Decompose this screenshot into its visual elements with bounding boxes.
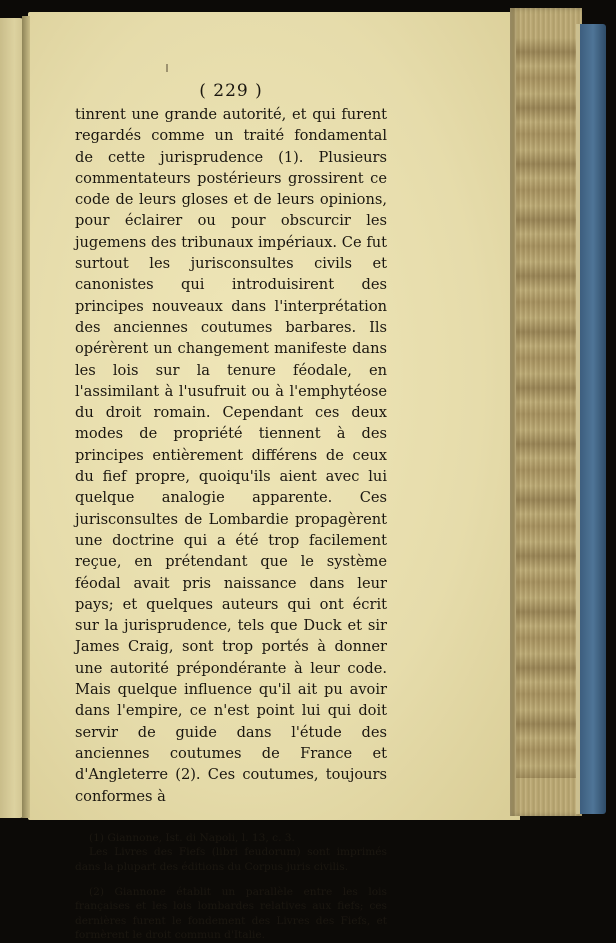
ink-mark (166, 64, 168, 72)
text-block (75, 80, 387, 943)
footnote-gap (75, 875, 387, 885)
footnote-separator (75, 807, 387, 831)
book-cover (580, 24, 606, 814)
previous-page-edge (0, 18, 24, 818)
footnote-1-continued: Les Livres des Fiefs (libri feudorum) sont imprimés dans la plupart des éditions du Corpus juris civilis. (75, 846, 387, 873)
page-number: ( 229 ) (199, 81, 263, 101)
page-gutter (22, 16, 30, 818)
main-paragraph: tinrent une grande autorité, et qui furent regardés comme un traité fondamental de cette jurisprudence (1). Plusieurs commentateurs postérieurs grossirent ce code de leurs gloses et de leurs opinions, pour éclairer ou pour obscurcir les jugemens des tribunaux impériaux. Ce fut surtout les jurisconsultes civils et canonistes qui introduisirent des principes nouveaux dans l'interprétation des anciennes coutumes barbares. Ils opérèrent un changement manifeste dans les lois sur la tenure féodale, en l'assimilant à l'usufruit ou à l'emphytéose du droit romain. Cependant ces deux modes de propriété tiennent à des principes entièrement différens de ceux du fief propre, quoiqu'ils aient avec lui quelque analogie apparente. Ces jurisconsultes de Lombardie propagèrent une doctrine qui a été trop facilement reçue, en prétendant que le système féodal avait pris naissance dans leur pays; et quelques auteurs qui ont écrit sur la jurisprudence, tels que Duck et sir James Craig, sont trop portés à donner une autorité prépondérante à leur code. Mais quelque influence qu'il ait pu avoir dans l'empire, ce n'est point lui qui doit servir de guide dans l'étude des anciennes coutumes de France et d'Angleterre (2). Ces coutumes, toujours conformes à (75, 106, 387, 805)
page-block-edge (510, 8, 582, 816)
edge-mottling (516, 38, 576, 778)
footnote-1: (1) Giannone, Ist. di Napoli, l. 13, c. 3. (89, 831, 295, 844)
footnote-2: (2) Giannone établit un parallèle entre les lois françaises et les lois lombardes relatives aux fiefs; ces dernières furent le fondement des Livres des Fiefs, et formèrent le droit commun d'Italie. (75, 885, 387, 942)
